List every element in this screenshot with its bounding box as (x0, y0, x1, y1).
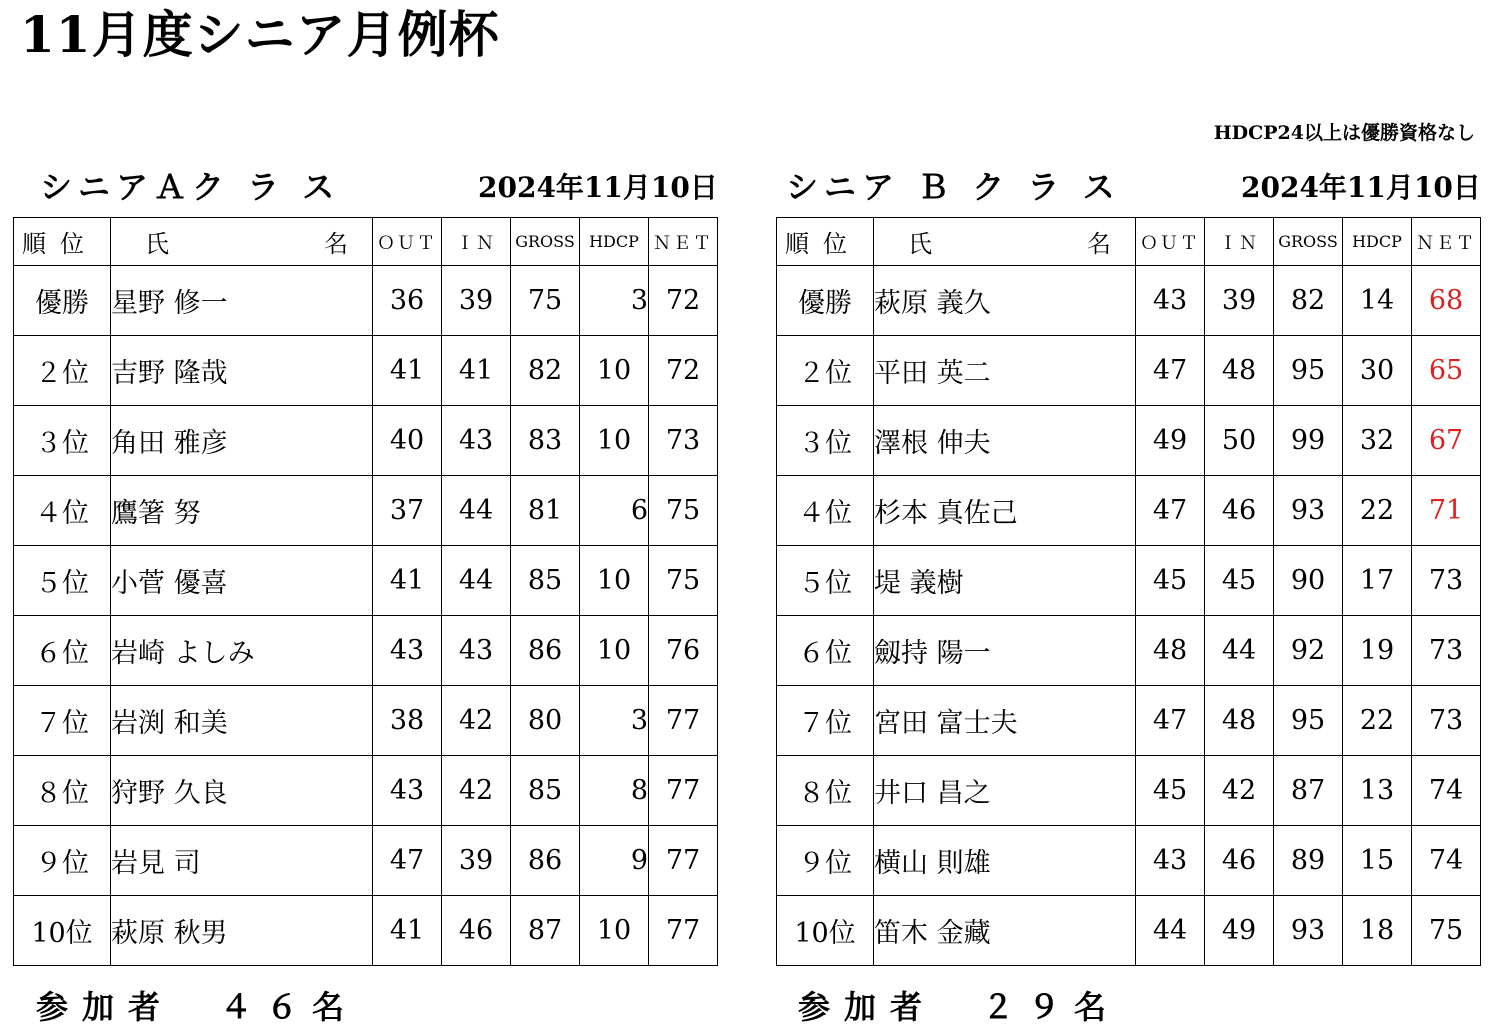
rank-cell: ２位 (777, 336, 874, 406)
header-name-given: 名 (1087, 230, 1113, 258)
rank-cell: ８位 (14, 756, 111, 826)
hdcp-cell: 30 (1343, 336, 1412, 406)
out-score-cell: 43 (1136, 266, 1205, 336)
table-row (777, 756, 1481, 826)
net-score-cell: 77 (649, 896, 718, 966)
eligibility-note: HDCP24以上は優勝資格なし (1213, 122, 1475, 144)
out-score-cell: 47 (1136, 476, 1205, 546)
rank-cell: ４位 (14, 476, 111, 546)
in-score-cell: 43 (442, 406, 511, 476)
table-row (777, 616, 1481, 686)
out-score-cell: 37 (373, 476, 442, 546)
hdcp-cell: 18 (1343, 896, 1412, 966)
out-score-cell: 43 (1136, 826, 1205, 896)
hdcp-cell: 9 (580, 826, 649, 896)
player-name-cell: 鷹箸 努 (111, 476, 373, 546)
table-row (777, 686, 1481, 756)
out-score-cell: 44 (1136, 896, 1205, 966)
rank-cell: 10位 (14, 896, 111, 966)
player-name-cell: 吉野 隆哉 (111, 336, 373, 406)
in-score-cell: 46 (442, 896, 511, 966)
rank-cell: ５位 (777, 546, 874, 616)
header-in: ＩＮ (442, 218, 511, 266)
class-b-date: 2024年11月10日 (1241, 171, 1481, 204)
table-row (14, 406, 718, 476)
in-score-cell: 39 (442, 826, 511, 896)
gross-score-cell: 82 (1274, 266, 1343, 336)
rank-cell: ９位 (777, 826, 874, 896)
gross-score-cell: 92 (1274, 616, 1343, 686)
net-score-cell: 68 (1412, 266, 1481, 336)
in-score-cell: 42 (442, 686, 511, 756)
class-a-date: 2024年11月10日 (478, 171, 718, 204)
table-header-row (14, 218, 718, 266)
rank-cell: ７位 (777, 686, 874, 756)
in-score-cell: 43 (442, 616, 511, 686)
header-name (111, 218, 373, 266)
table-row (777, 406, 1481, 476)
out-score-cell: 41 (373, 896, 442, 966)
net-score-cell: 77 (649, 756, 718, 826)
hdcp-cell: 3 (580, 686, 649, 756)
player-name-cell: 岩渕 和美 (111, 686, 373, 756)
class-b-results-table (776, 217, 1481, 966)
hdcp-cell: 8 (580, 756, 649, 826)
header-name-surname: 氏 (145, 230, 171, 258)
out-score-cell: 47 (1136, 336, 1205, 406)
header-name-surname: 氏 (908, 230, 934, 258)
gross-score-cell: 93 (1274, 476, 1343, 546)
hdcp-cell: 19 (1343, 616, 1412, 686)
in-score-cell: 44 (442, 476, 511, 546)
header-rank: 順位 (14, 218, 111, 266)
player-name-cell: 岩崎 よしみ (111, 616, 373, 686)
net-score-cell: 73 (1412, 686, 1481, 756)
net-score-cell: 73 (1412, 616, 1481, 686)
player-name-cell: 星野 修一 (111, 266, 373, 336)
net-score-cell: 65 (1412, 336, 1481, 406)
player-name-cell: 劔持 陽一 (874, 616, 1136, 686)
gross-score-cell: 99 (1274, 406, 1343, 476)
table-row (777, 826, 1481, 896)
player-name-cell: 宮田 富士夫 (874, 686, 1136, 756)
out-score-cell: 43 (373, 756, 442, 826)
hdcp-cell: 3 (580, 266, 649, 336)
gross-score-cell: 83 (511, 406, 580, 476)
player-name-cell: 堤 義樹 (874, 546, 1136, 616)
in-score-cell: 50 (1205, 406, 1274, 476)
class-b-title: シニア Ｂ ク ラ ス (786, 168, 1121, 206)
table-row (14, 266, 718, 336)
rank-cell: 優勝 (14, 266, 111, 336)
table-header-row (777, 218, 1481, 266)
net-score-cell: 74 (1412, 756, 1481, 826)
gross-score-cell: 85 (511, 546, 580, 616)
out-score-cell: 41 (373, 546, 442, 616)
out-score-cell: 47 (1136, 686, 1205, 756)
in-score-cell: 46 (1205, 826, 1274, 896)
net-score-cell: 74 (1412, 826, 1481, 896)
hdcp-cell: 10 (580, 546, 649, 616)
player-name-cell: 萩原 秋男 (111, 896, 373, 966)
header-out: ＯＵＴ (373, 218, 442, 266)
header-gross: GROSS (1274, 218, 1343, 266)
hdcp-cell: 6 (580, 476, 649, 546)
hdcp-cell: 32 (1343, 406, 1412, 476)
table-row (14, 686, 718, 756)
in-score-cell: 49 (1205, 896, 1274, 966)
header-in: ＩＮ (1205, 218, 1274, 266)
in-score-cell: 39 (1205, 266, 1274, 336)
gross-score-cell: 95 (1274, 336, 1343, 406)
hdcp-cell: 10 (580, 336, 649, 406)
rank-cell: ２位 (14, 336, 111, 406)
header-net: ＮＥＴ (1412, 218, 1481, 266)
rank-cell: 10位 (777, 896, 874, 966)
net-score-cell: 72 (649, 336, 718, 406)
rank-cell: ８位 (777, 756, 874, 826)
class-a-results-table (13, 217, 718, 966)
in-score-cell: 41 (442, 336, 511, 406)
rank-cell: 優勝 (777, 266, 874, 336)
gross-score-cell: 89 (1274, 826, 1343, 896)
in-score-cell: 45 (1205, 546, 1274, 616)
net-score-cell: 73 (649, 406, 718, 476)
class-a-title: シニアＡク ラ ス (40, 168, 341, 206)
in-score-cell: 48 (1205, 686, 1274, 756)
rank-cell: ６位 (14, 616, 111, 686)
gross-score-cell: 82 (511, 336, 580, 406)
in-score-cell: 46 (1205, 476, 1274, 546)
table-row (777, 476, 1481, 546)
net-score-cell: 75 (649, 476, 718, 546)
rank-cell: ３位 (14, 406, 111, 476)
gross-score-cell: 80 (511, 686, 580, 756)
in-score-cell: 42 (442, 756, 511, 826)
hdcp-cell: 15 (1343, 826, 1412, 896)
in-score-cell: 44 (1205, 616, 1274, 686)
out-score-cell: 40 (373, 406, 442, 476)
hdcp-cell: 22 (1343, 476, 1412, 546)
table-row (14, 756, 718, 826)
player-name-cell: 岩見 司 (111, 826, 373, 896)
out-score-cell: 45 (1136, 546, 1205, 616)
out-score-cell: 47 (373, 826, 442, 896)
hdcp-cell: 14 (1343, 266, 1412, 336)
gross-score-cell: 86 (511, 616, 580, 686)
player-name-cell: 狩野 久良 (111, 756, 373, 826)
net-score-cell: 76 (649, 616, 718, 686)
class-b-participants: 参加者 ２９名 (798, 988, 1121, 1026)
table-row (14, 616, 718, 686)
table-row (777, 336, 1481, 406)
gross-score-cell: 93 (1274, 896, 1343, 966)
page-title: 11月度シニア月例杯 (20, 5, 500, 64)
out-score-cell: 43 (373, 616, 442, 686)
header-out: ＯＵＴ (1136, 218, 1205, 266)
class-a-participants: 参加者 ４６名 (36, 988, 359, 1026)
net-score-cell: 67 (1412, 406, 1481, 476)
hdcp-cell: 10 (580, 616, 649, 686)
header-gross: GROSS (511, 218, 580, 266)
player-name-cell: 横山 則雄 (874, 826, 1136, 896)
player-name-cell: 杉本 真佐己 (874, 476, 1136, 546)
table-row (777, 266, 1481, 336)
in-score-cell: 39 (442, 266, 511, 336)
net-score-cell: 75 (649, 546, 718, 616)
gross-score-cell: 81 (511, 476, 580, 546)
header-hdcp: HDCP (580, 218, 649, 266)
table-row (14, 896, 718, 966)
rank-cell: ７位 (14, 686, 111, 756)
out-score-cell: 48 (1136, 616, 1205, 686)
out-score-cell: 36 (373, 266, 442, 336)
in-score-cell: 44 (442, 546, 511, 616)
rank-cell: ５位 (14, 546, 111, 616)
hdcp-cell: 10 (580, 896, 649, 966)
gross-score-cell: 95 (1274, 686, 1343, 756)
hdcp-cell: 10 (580, 406, 649, 476)
out-score-cell: 49 (1136, 406, 1205, 476)
rank-cell: ９位 (14, 826, 111, 896)
net-score-cell: 73 (1412, 546, 1481, 616)
gross-score-cell: 75 (511, 266, 580, 336)
table-row (14, 546, 718, 616)
player-name-cell: 小菅 優喜 (111, 546, 373, 616)
out-score-cell: 41 (373, 336, 442, 406)
table-row (14, 476, 718, 546)
gross-score-cell: 86 (511, 826, 580, 896)
net-score-cell: 77 (649, 826, 718, 896)
player-name-cell: 笛木 金藏 (874, 896, 1136, 966)
out-score-cell: 38 (373, 686, 442, 756)
net-score-cell: 71 (1412, 476, 1481, 546)
gross-score-cell: 90 (1274, 546, 1343, 616)
out-score-cell: 45 (1136, 756, 1205, 826)
table-row (14, 826, 718, 896)
gross-score-cell: 87 (511, 896, 580, 966)
player-name-cell: 井口 昌之 (874, 756, 1136, 826)
player-name-cell: 澤根 伸夫 (874, 406, 1136, 476)
hdcp-cell: 22 (1343, 686, 1412, 756)
rank-cell: ３位 (777, 406, 874, 476)
hdcp-cell: 13 (1343, 756, 1412, 826)
net-score-cell: 72 (649, 266, 718, 336)
net-score-cell: 75 (1412, 896, 1481, 966)
player-name-cell: 角田 雅彦 (111, 406, 373, 476)
in-score-cell: 42 (1205, 756, 1274, 826)
table-row (14, 336, 718, 406)
header-name-given: 名 (324, 230, 350, 258)
header-rank: 順位 (777, 218, 874, 266)
gross-score-cell: 85 (511, 756, 580, 826)
table-row (777, 896, 1481, 966)
net-score-cell: 77 (649, 686, 718, 756)
header-net: ＮＥＴ (649, 218, 718, 266)
player-name-cell: 萩原 義久 (874, 266, 1136, 336)
table-row (777, 546, 1481, 616)
rank-cell: ４位 (777, 476, 874, 546)
rank-cell: ６位 (777, 616, 874, 686)
header-hdcp: HDCP (1343, 218, 1412, 266)
gross-score-cell: 87 (1274, 756, 1343, 826)
header-name (874, 218, 1136, 266)
player-name-cell: 平田 英二 (874, 336, 1136, 406)
in-score-cell: 48 (1205, 336, 1274, 406)
hdcp-cell: 17 (1343, 546, 1412, 616)
